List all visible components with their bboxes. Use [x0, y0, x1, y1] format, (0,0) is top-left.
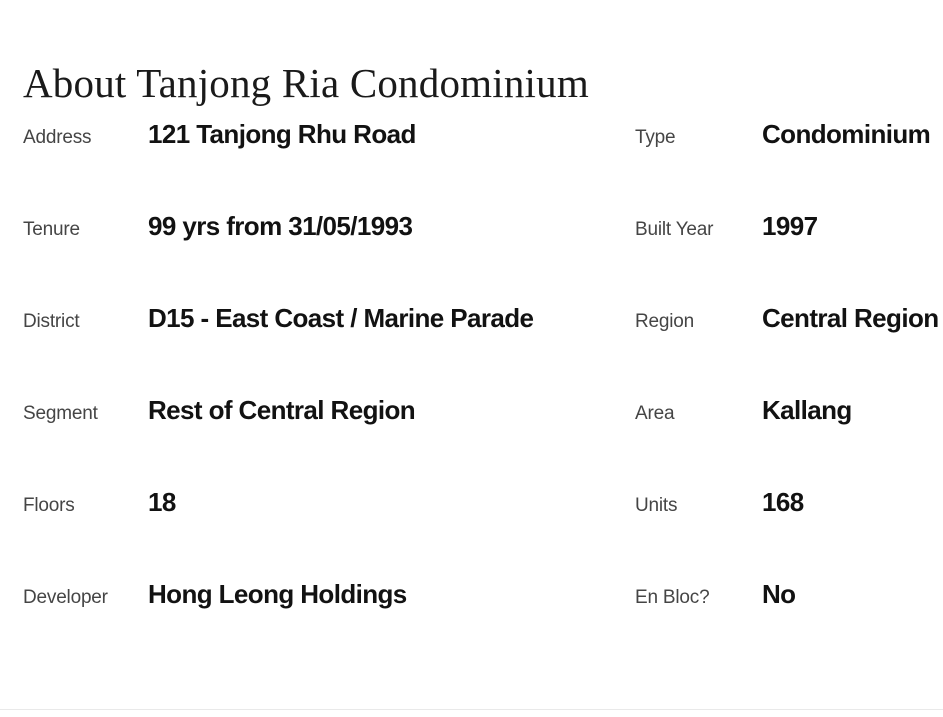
detail-value: 99 yrs from 31/05/1993: [148, 211, 413, 242]
detail-value: Central Region: [762, 303, 939, 334]
details-row: [23, 579, 933, 671]
detail-value: 18: [148, 487, 176, 518]
detail-value: 121 Tanjong Rhu Road: [148, 119, 416, 150]
detail-label: En Bloc?: [635, 587, 710, 609]
details-row: [23, 211, 933, 303]
detail-label: Segment: [23, 403, 98, 425]
detail-label: Address: [23, 127, 92, 149]
detail-value: 168: [762, 487, 804, 518]
detail-label: Floors: [23, 495, 75, 517]
detail-label: District: [23, 311, 80, 333]
section-divider: [0, 709, 943, 710]
detail-label: Area: [635, 403, 675, 425]
detail-label: Developer: [23, 587, 108, 609]
page-title: About Tanjong Ria Condominium: [23, 60, 589, 106]
detail-label: Built Year: [635, 219, 714, 241]
details-row: [23, 303, 939, 395]
detail-value: Rest of Central Region: [148, 395, 416, 426]
detail-label: Units: [635, 495, 678, 517]
details-grid: [23, 119, 939, 671]
detail-value: 1997: [762, 211, 818, 242]
detail-label: Type: [635, 127, 676, 149]
detail-label: Region: [635, 311, 695, 333]
detail-value: D15 - East Coast / Marine Parade: [148, 303, 534, 334]
details-row: [23, 119, 933, 211]
detail-value: Hong Leong Holdings: [148, 579, 407, 610]
detail-value: No: [762, 579, 796, 610]
detail-value: Condominium: [762, 119, 931, 150]
details-row: [23, 395, 933, 487]
details-row: [23, 487, 933, 579]
detail-value: Kallang: [762, 395, 852, 426]
detail-label: Tenure: [23, 219, 80, 241]
